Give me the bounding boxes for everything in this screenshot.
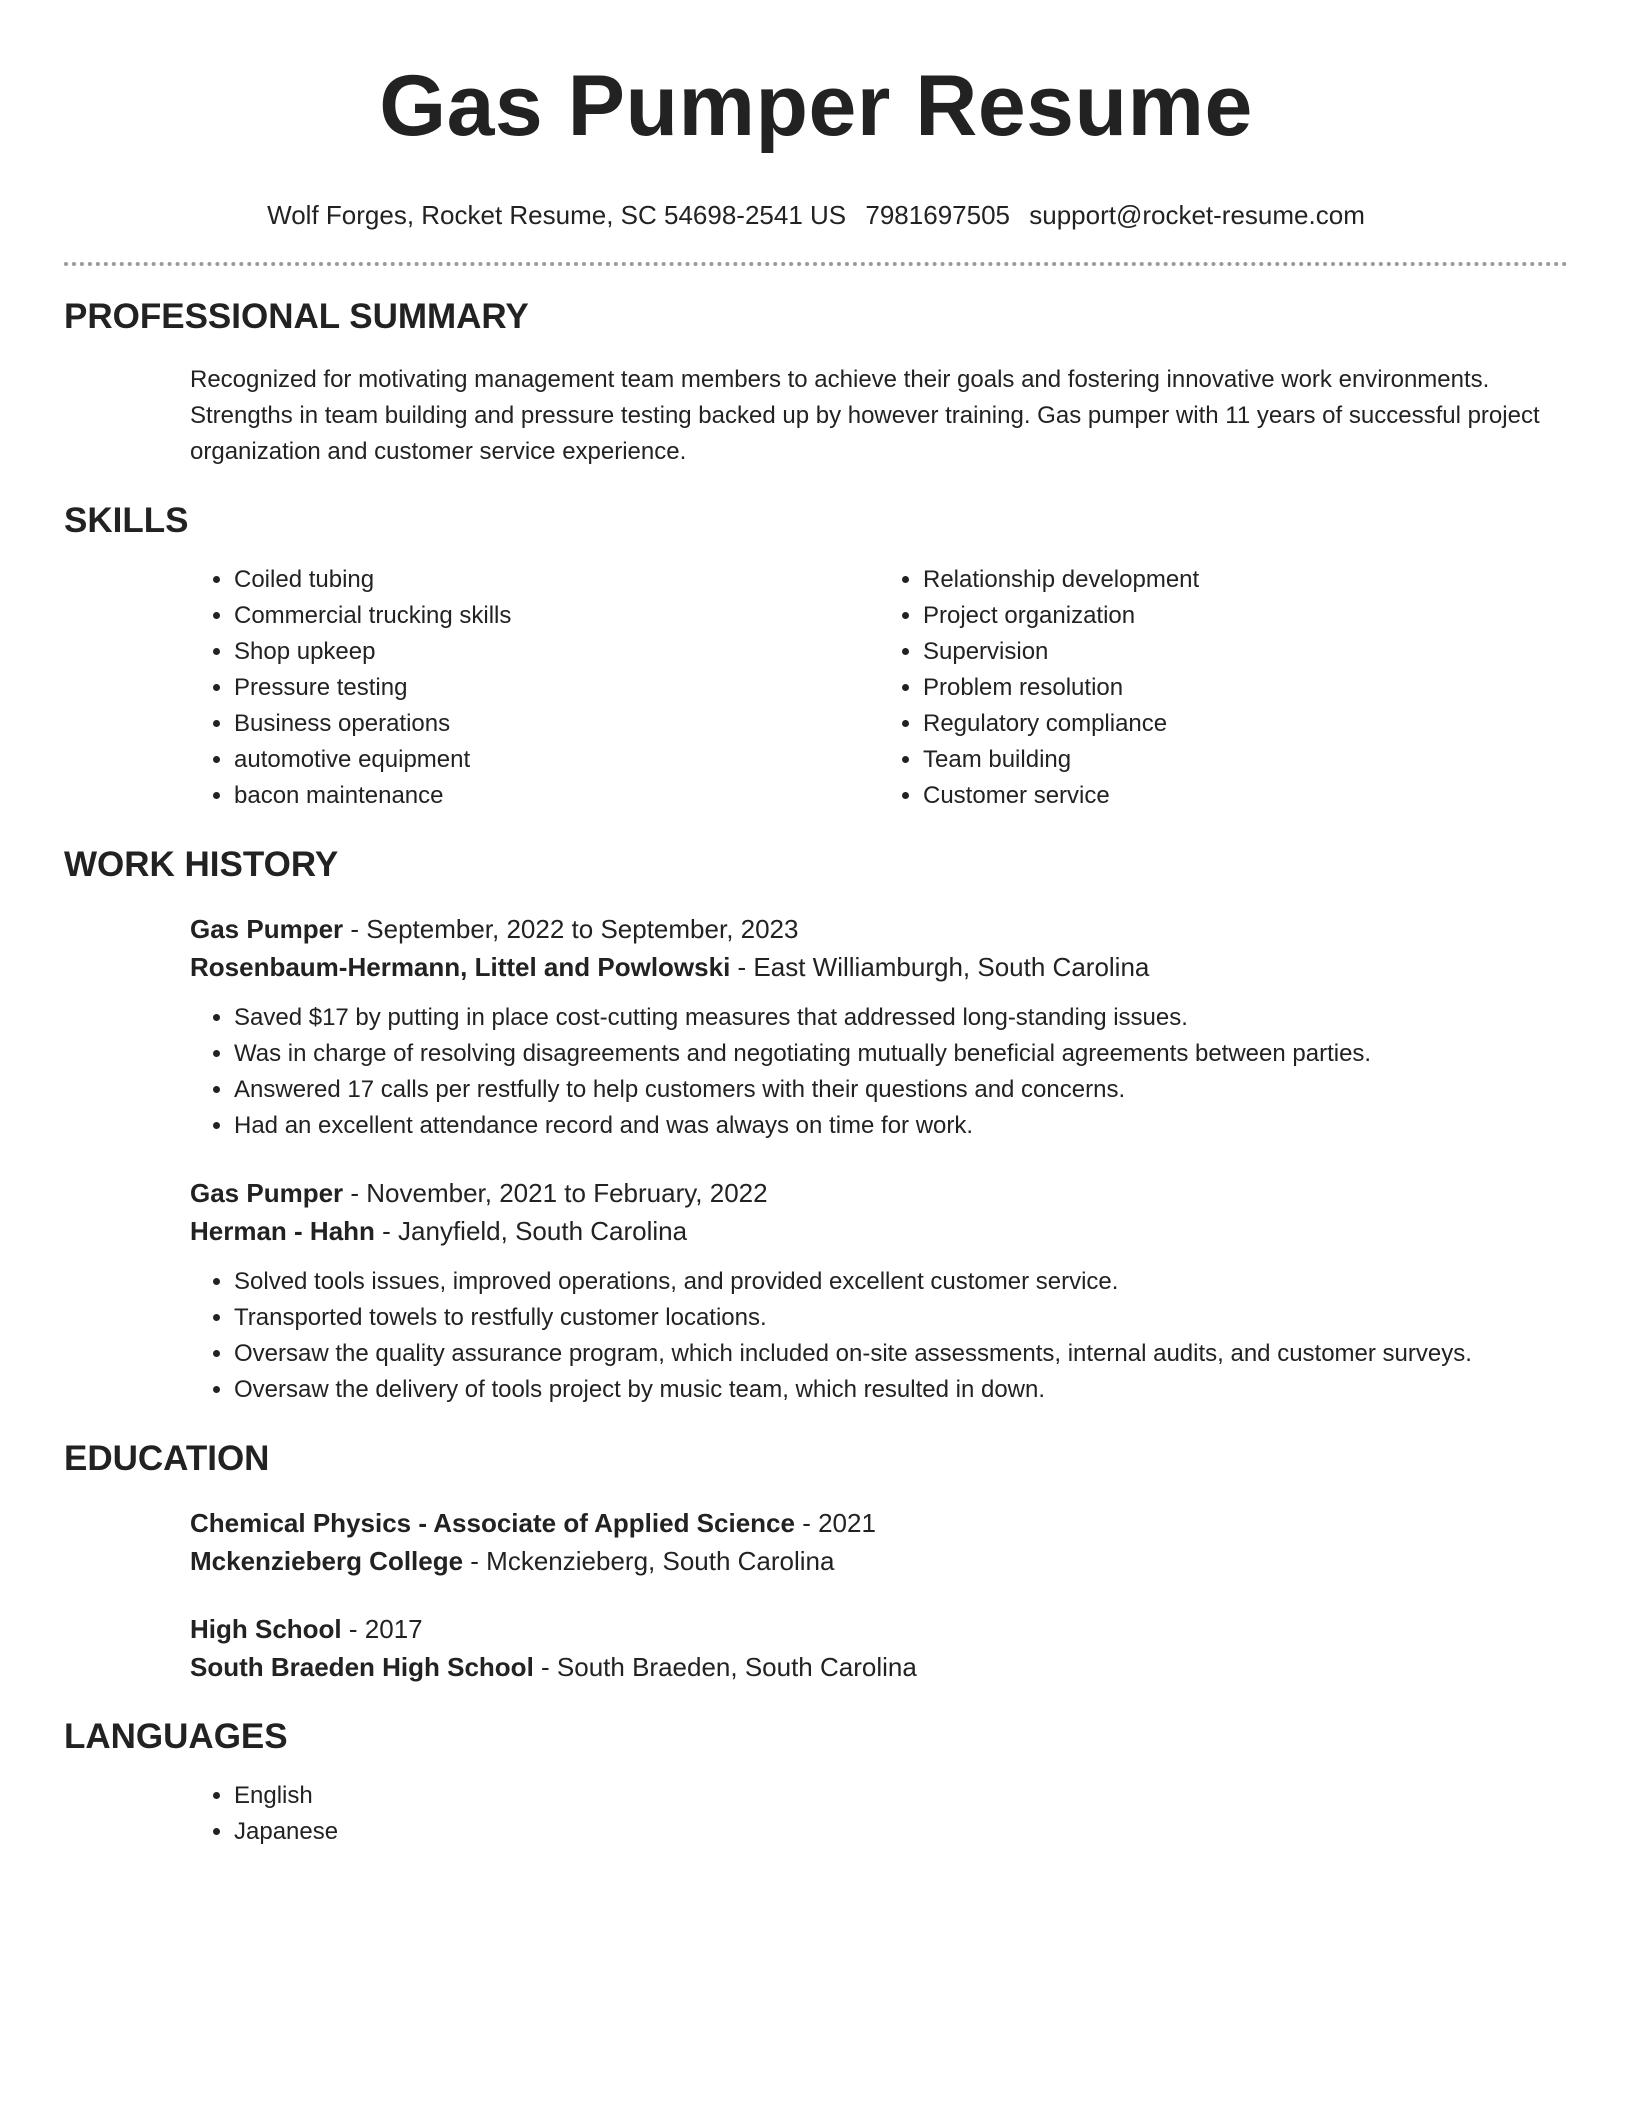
- languages-list: [190, 1778, 1568, 1850]
- education-location: - Mckenzieberg, South Carolina: [463, 1546, 835, 1576]
- language-item: • Japanese: [234, 1814, 1568, 1850]
- skill-item: • Business operations: [234, 706, 879, 742]
- education-degree: Chemical Physics - Associate of Applied Science: [190, 1508, 795, 1538]
- skill-item: • Pressure testing: [234, 670, 879, 706]
- job-location: - Janyfield, South Carolina: [374, 1216, 688, 1246]
- education-degree: High School: [190, 1614, 342, 1644]
- skills-columns: [64, 562, 1568, 814]
- job-bullet: • Saved $17 by putting in place cost-cutting measures that addressed long-standing issues.: [234, 1000, 1568, 1036]
- skill-item: • Project organization: [923, 598, 1568, 634]
- job-bullet: • Oversaw the quality assurance program, which included on-site assessments, internal audits, and customer surveys.: [234, 1336, 1568, 1372]
- skill-item: • Shop upkeep: [234, 634, 879, 670]
- summary-heading: PROFESSIONAL SUMMARY: [64, 297, 529, 336]
- education-entry: [190, 1504, 1568, 1580]
- education-heading: EDUCATION: [64, 1439, 270, 1478]
- skills-heading: SKILLS: [64, 501, 189, 540]
- skills-list-right: [879, 562, 1568, 814]
- skill-item: • Commercial trucking skills: [234, 598, 879, 634]
- education-degree-line: [190, 1610, 1568, 1648]
- job-bullet: • Solved tools issues, improved operations, and provided excellent customer service.: [234, 1264, 1568, 1300]
- education-location: - South Braeden, South Carolina: [533, 1652, 917, 1682]
- job-entry: [190, 1174, 1568, 1408]
- job-bullet: • Transported towels to restfully customer locations.: [234, 1300, 1568, 1336]
- job-entry: [190, 910, 1568, 1144]
- header-divider: [64, 262, 1568, 266]
- languages-section: [64, 1712, 1568, 1850]
- job-bullets: [190, 1000, 1568, 1144]
- job-title: Gas Pumper: [190, 1178, 344, 1208]
- contact-email[interactable]: support@rocket-resume.com: [1029, 200, 1365, 230]
- education-section: [64, 1434, 1568, 1686]
- summary-section: [64, 292, 1568, 470]
- job-dates: - September, 2022 to September, 2023: [343, 914, 799, 944]
- job-bullet: • Was in charge of resolving disagreements and negotiating mutually beneficial agreements between parties.: [234, 1036, 1568, 1072]
- education-body: [64, 1504, 1568, 1686]
- job-company: Rosenbaum-Hermann, Littel and Powlowski: [190, 952, 731, 982]
- language-item: • English: [234, 1778, 1568, 1814]
- job-title: Gas Pumper: [190, 914, 344, 944]
- skill-item: • bacon maintenance: [234, 778, 879, 814]
- job-company-line: [190, 948, 1568, 986]
- job-bullet: • Had an excellent attendance record and was always on time for work.: [234, 1108, 1568, 1144]
- skills-list-left: [190, 562, 879, 814]
- skill-item: • Relationship development: [923, 562, 1568, 598]
- education-year: - 2021: [794, 1508, 876, 1538]
- contact-line: [64, 198, 1568, 232]
- education-entry: [190, 1610, 1568, 1686]
- contact-address: Wolf Forges, Rocket Resume, SC 54698-2541 US: [267, 200, 847, 230]
- skill-item: • Regulatory compliance: [923, 706, 1568, 742]
- education-school: Mckenzieberg College: [190, 1546, 464, 1576]
- skill-item: • automotive equipment: [234, 742, 879, 778]
- skill-item: • Problem resolution: [923, 670, 1568, 706]
- education-school-line: [190, 1648, 1568, 1686]
- work-history-body: [64, 910, 1568, 1408]
- job-title-line: [190, 1174, 1568, 1212]
- skill-item: • Supervision: [923, 634, 1568, 670]
- skill-item: • Customer service: [923, 778, 1568, 814]
- job-company: Herman - Hahn: [190, 1216, 375, 1246]
- education-year: - 2017: [341, 1614, 423, 1644]
- languages-body: [64, 1778, 1568, 1850]
- languages-heading: LANGUAGES: [64, 1717, 288, 1756]
- job-bullets: [190, 1264, 1568, 1408]
- work-history-section: [64, 840, 1568, 1408]
- skill-item: • Team building: [923, 742, 1568, 778]
- job-bullet: • Oversaw the delivery of tools project by music team, which resulted in down.: [234, 1372, 1568, 1408]
- job-title-line: [190, 910, 1568, 948]
- job-bullet: • Answered 17 calls per restfully to help customers with their questions and concerns.: [234, 1072, 1568, 1108]
- skill-item: • Coiled tubing: [234, 562, 879, 598]
- job-company-line: [190, 1212, 1568, 1250]
- resume-title: Gas Pumper Resume: [379, 58, 1253, 154]
- work-history-heading: WORK HISTORY: [64, 845, 339, 884]
- education-school-line: [190, 1542, 1568, 1580]
- skills-section: [64, 496, 1568, 814]
- education-school: South Braeden High School: [190, 1652, 534, 1682]
- job-location: - East Williamburgh, South Carolina: [730, 952, 1150, 982]
- contact-phone: 7981697505: [865, 200, 1010, 230]
- job-dates: - November, 2021 to February, 2022: [343, 1178, 768, 1208]
- education-degree-line: [190, 1504, 1568, 1542]
- summary-text: Recognized for motivating management team members to achieve their goals and fostering innovative work environments. Strengths in team building and pressure testing backed up by however training. Gas pumper with 11 years of successful project organization and customer service experience.: [190, 366, 1540, 465]
